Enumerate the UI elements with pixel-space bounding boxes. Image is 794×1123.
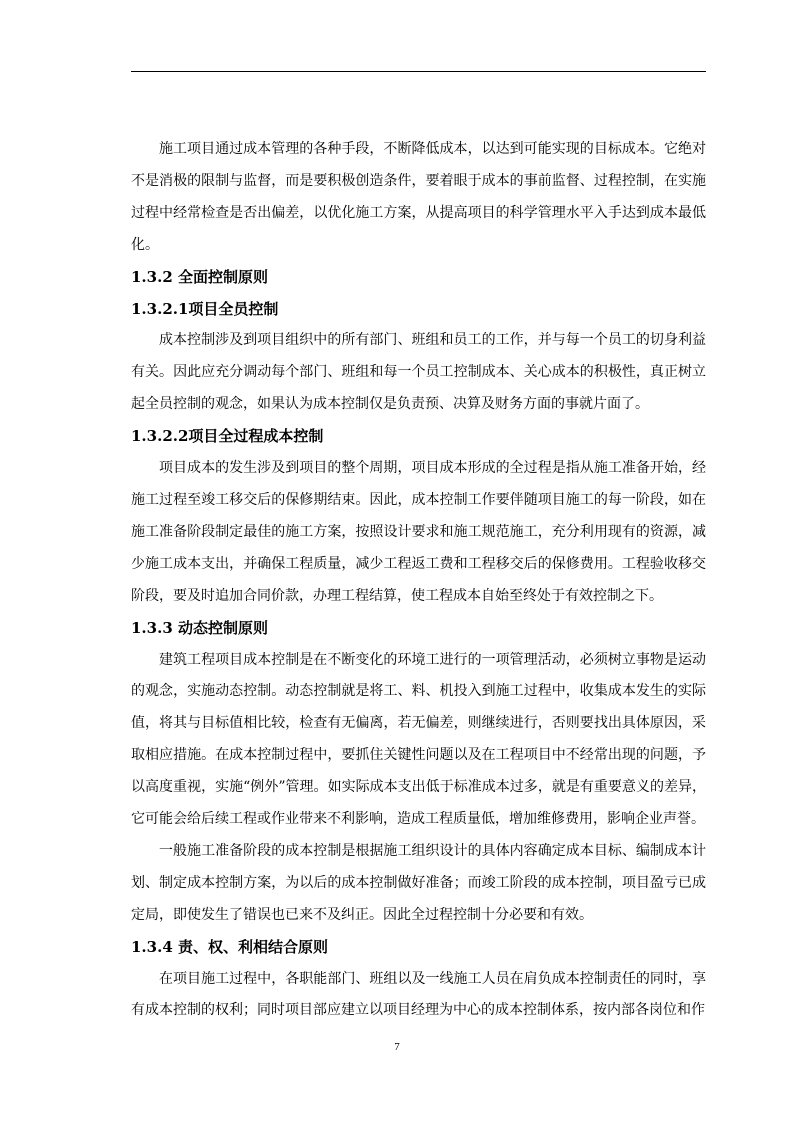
paragraph-full-process-control: 项目成本的发生涉及到项目的整个周期，项目成本形成的全过程是指从施工准备开始，经施工过程至竣工移交后的保修期结束。因此，成本控制工作要伴随项目施工的每一阶段，如在施工准备阶段制定最佳的施工方案，按照设计要求和施工规范施工，充分利用现有的资源，减少施工成本支出，并确保工程质量，减少工程返工费和工程移交后的保修费用。工程验收移交阶段，要及时追加合同价款，办理工程结算，使工程成本自始至终处于有效控制之下。 xyxy=(131,460,706,604)
page-number: 7 xyxy=(394,1041,400,1053)
document-body xyxy=(131,134,706,1027)
heading-1-3-4: 1.3.4 责、权、利相结合原则 xyxy=(131,937,328,956)
header-rule xyxy=(131,71,706,72)
paragraph-responsibility: 在项目施工过程中，各职能部门、班组以及一线施工人员在肩负成本控制责任的同时，享有成本控制的权利；同时项目部应建立以项目经理为中心的成本控制体系，按内部各岗位和作 xyxy=(131,970,706,1019)
heading-1-3-2-1: 1.3.2.1项目全员控制 xyxy=(131,299,279,318)
paragraph-dynamic-control-1: 建筑工程项目成本控制是在不断变化的环境工进行的一项管理活动，必须树立事物是运动的观念，实施动态控制。动态控制就是将工、料、机投入到施工过程中，收集成本发生的实际值，将其与目标值相比较，检查有无偏离，若无偏差，则继续进行，否则要找出具体原因，采取相应措施。在成本控制过程中，要抓住关键性问题以及在工程项目中不经常出现的问题，予以高度重视，实施“例外”管理。如实际成本支出低于标准成本过多，就是有重要意义的差异，它可能会给后续工程或作业带来不利影响，造成工程质量低，增加维修费用，影响企业声誉。 xyxy=(131,651,706,828)
paragraph-full-staff-control: 成本控制涉及到项目组织中的所有部门、班组和员工的工作，并与每一个员工的切身利益有关。因此应充分调动每个部门、班组和每一个员工控制成本、关心成本的积极性，真正树立起全员控制的观念，如果认为成本控制仅是负责预、决算及财务方面的事就片面了。 xyxy=(131,332,706,413)
heading-1-3-2-2: 1.3.2.2项目全过程成本控制 xyxy=(131,427,324,446)
paragraph-intro: 施工项目通过成本管理的各种手段，不断降低成本，以达到可能实现的目标成本。它绝对不是消极的限制与监督，而是要积极创造条件，要着眼于成本的事前监督、过程控制，在实施过程中经常检查是否出偏差，以优化施工方案，从提高项目的科学管理水平入手达到成本最低化。 xyxy=(131,141,706,253)
paragraph-dynamic-control-2: 一般施工准备阶段的成本控制是根据施工组织设计的具体内容确定成本目标、编制成本计划、制定成本控制方案，为以后的成本控制做好准备；而竣工阶段的成本控制，项目盈亏已成定局，即使发生了错误也已来不及纠正。因此全过程控制十分必要和有效。 xyxy=(131,842,706,923)
heading-1-3-3: 1.3.3 动态控制原则 xyxy=(131,618,268,637)
heading-1-3-2: 1.3.2 全面控制原则 xyxy=(131,267,268,286)
